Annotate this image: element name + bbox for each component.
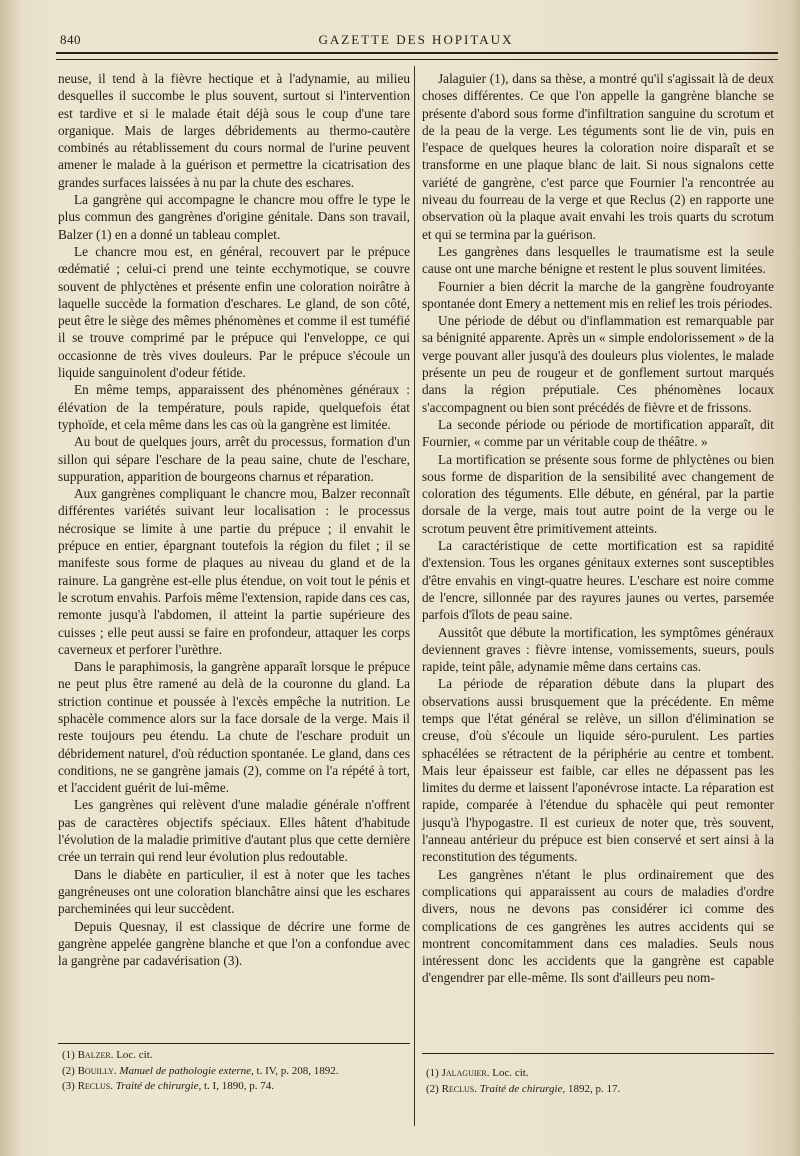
paragraph: Fournier a bien décrit la marche de la gangrène foudroyante spontanée dont Emery a nettement mis en relief les trois périodes. [422,278,774,311]
footnote-text: t. I, 1890, p. 74. [203,1080,274,1092]
footnote-author: Bouilly. [77,1064,117,1077]
paragraph: La caractéristique de cette mortification est sa rapidité d'extension. Tous les organes génitaux externes sont susceptibles d'être envahis en vingt-quatre heures. L'eschare est noire comme de l'encre, sillonnée par des rayures jaunes ou vertes, parsemée parfois d'îlots de peau saine. [422,538,774,623]
paragraph: Dans le diabète en particulier, il est à noter que les taches gangréneuses ont une coloration blanchâtre ainsi que les eschares parcheminées qui leur succèdent. [58,866,410,917]
footnotes-right [426,1066,774,1097]
footnote [62,1064,410,1080]
paragraph: Dans le paraphimosis, la gangrène apparaît lorsque le prépuce ne peut plus être ramené au delà de la couronne du gland. La striction continue et poussée à l'excès empêche la nutrition. Le sphacèle commence alors sur la face dorsale de la verge. Mais il reste toujours peu étendu. La chute de l'eschare produit un débridement naturel, d'où réduction spontanée. Le gland, dans ces conditions, ne se gangrène jamais (2), comme on l'a répété à tort, et l'accident guérit de lui-même. [58,659,410,796]
paragraph: Les gangrènes qui relèvent d'une maladie générale n'offrent pas de caractères objectifs spéciaux. Elles hâtent d'habitude l'évolution de la maladie primitive d'autant plus que cette dernière crée un terrain qui rend leur évolution plus redoutable. [58,797,410,865]
footnote-number: (2) [426,1082,439,1095]
footnote-text: t. IV, p. 208, 1892. [256,1064,339,1077]
paragraph: Le chancre mou est, en général, recouvert par le prépuce œdématié ; celui-ci prend une teinte ecchymotique, se couvre souvent de phlyctènes et présente enfin une coloration noirâtre à laquelle succède la formation d'eschares. Le gland, de son côté, peut être le siège des mêmes phénomènes et comme il est tuméfié il se trouve comprimé par le prépuce qui l'enveloppe, ce qui occasionne de très vives douleurs. Par le prépuce s'écoule un liquide sanguinolent d'odeur fétide. [58,243,410,381]
footnote [426,1082,774,1098]
footnote-title: Manuel de pathologie externe, [119,1064,254,1077]
paragraph: La gangrène qui accompagne le chancre mou offre le type le plus commun des gangrènes d'origine génitale. Dans son travail, Balzer (1) en a donné un tableau complet. [58,192,410,242]
footnote-number: (1) [426,1067,439,1079]
footnote-number: (2) [62,1064,75,1077]
footnote-author: Reclus. [77,1080,114,1092]
paragraph: Jalaguier (1), dans sa thèse, a montré qu'il s'agissait là de deux choses différentes. Ce que l'on appelle la gangrène blanche se présente d'abord sous forme d'infiltration sanguine du scrotum et de la peau de la verge. Les téguments sont lie de vin, puis en l'espace de quelques heures la coloration noire disparaît et se transforme en une plaque blanc de lait. Si nous signalons cette variété de gangrène, c'est parce que Fournier l'a rencontrée au niveau du fourreau de la verge et que Reclus (2) en rapporte une observation où la plaque avait envahi les trois quarts du scrotum et qui se termina par la guérison. [422,71,774,242]
paragraph: La période de réparation débute dans la plupart des observations aussi brusquement que la précédente. En même temps que l'état général se relève, un sillon d'élimination se creuse, d'où s'écoule un liquide séro-purulent. Les parties sphacélées se rétractent de la périphérie au centre et tombent. Mais leur épaisseur est faible, car elles ne dépassent pas les limites du derme et laissent l'aponévrose intacte. La réparation est rapide, comparée à l'étendue du sphacèle qui peut remonter jusqu'à l'hypogastre. Il est curieux de noter que, très souvent, l'anneau antérieur du prépuce est bien conservé et sert ainsi à la reconstitution des téguments. [422,676,774,865]
paragraph: Au bout de quelques jours, arrêt du processus, formation d'un sillon qui sépare l'eschare de la peau saine, chute de l'eschare, suppuration, apparition de bourgeons charnus et réparation. [58,434,410,484]
footnote-text: Loc. cit. [116,1049,153,1061]
footnote-rule [422,1053,774,1054]
footnote-number: (3) [62,1080,75,1092]
paragraph: Aussitôt que débute la mortification, les symptômes généraux deviennent graves : fièvre intense, vomissements, sueurs, pouls rapide, teint pâle, adynamie même dans certains cas. [422,624,774,675]
footnote-author: Reclus. [441,1082,478,1095]
footnote-title: Traité de chirurgie, [115,1080,202,1092]
footnote-number: (1) [62,1049,75,1061]
footnote-text: 1892, p. 17. [567,1082,621,1095]
footnote-author: Jalaguier. [441,1067,490,1079]
header-rule [56,52,778,60]
paragraph: Une période de début ou d'inflammation est remarquable par sa bénignité apparente. Après un « simple endolorissement » de la verge pouvant aller jusqu'à des douleurs plus violentes, le malade présente un peu de rougeur et de gonflement surtout marqués dans la région préputiale. Ces phénomènes locaux s'accompagnent ou bien sont précédés de fièvre et de frissons. [422,313,774,415]
paragraph: Aux gangrènes compliquant le chancre mou, Balzer reconnaît différentes variétés suivant leur localisation : le processus nécrosique se limite à une partie du prépuce ; il envahit le prépuce en entier, épargnant toutefois la région du filet ; il se manifeste sous forme de plaques au niveau du gland et de la rainure. La gangrène est-elle plus étendue, on voit tout le pénis et le scrotum envahis. Parfois même l'extension, rapide dans ces cas, remonte jusqu'à l'abdomen, il atteint la partie supérieure des cuisses ; elle peut aussi se faire en profondeur, attaquer les corps caverneux et perforer l'urèthre. [58,486,410,657]
footnote-rule [58,1043,410,1044]
left-column [58,70,410,969]
paragraph: En même temps, apparaissent des phénomènes généraux : élévation de la température, pouls rapide, quelquefois état typhoïde, et cela même dans les cas où la gangrène est limitée. [58,382,410,432]
paragraph: Les gangrènes n'étant le plus ordinairement que des complications qui apparaissent au cours de maladies d'ordre divers, nous ne devons pas considérer ici comme des complications de ces gangrènes les autres accidents qui se montrent concomitamment dans ces maladies. Seuls nous intéressent donc les accidents que la gangrène est capable d'engendrer par elle-même. Ils sont d'ailleurs peu nom- [422,866,774,986]
paragraph: La seconde période ou période de mortification apparaît, dit Fournier, « comme par un véritable coup de théâtre. » [422,416,774,450]
page-header [56,30,776,50]
column-divider [414,66,415,1126]
footnotes-left [62,1048,410,1095]
page-number: 840 [60,32,81,47]
footnote-author: Balzer. [77,1049,114,1061]
paragraph: neuse, il tend à la fièvre hectique et à l'adynamie, au milieu desquelles il succombe le plus souvent, surtout si l'intervention est tardive et si le malade était déjà sous le coup d'une tare organique. Mais de larges débridements au thermo-cautère combinés au rétablissement du cours normal de l'urine peuvent amener le malade à la guérison et permettre la cicatrisation des grandes surfaces laissées à nu par la chute des eschares. [58,71,410,190]
footnote [62,1079,410,1095]
footnote-title: Traité de chirurgie, [479,1082,566,1095]
paragraph: Depuis Quesnay, il est classique de décrire une forme de gangrène appelée gangrène blanche et que l'on a confondue avec la gangrène par cadavérisation (3). [58,918,410,969]
footnote [62,1048,410,1064]
paragraph: La mortification se présente sous forme de phlyctènes ou bien sous forme de disparition de la sensibilité avec changement de coloration des téguments. Elle débute, en général, par la partie dorsale de la verge, mais tout autre point de la verge ou le scrotum peuvent être primitivement atteints. [422,451,774,536]
right-column [422,70,774,987]
footnote-text: Loc. cit. [492,1067,529,1079]
paragraph: Les gangrènes dans lesquelles le traumatisme est la seule cause ont une marche bénigne et restent le plus souvent limitées. [422,243,774,277]
footnote [426,1066,774,1082]
journal-title: GAZETTE DES HOPITAUX [318,32,514,47]
